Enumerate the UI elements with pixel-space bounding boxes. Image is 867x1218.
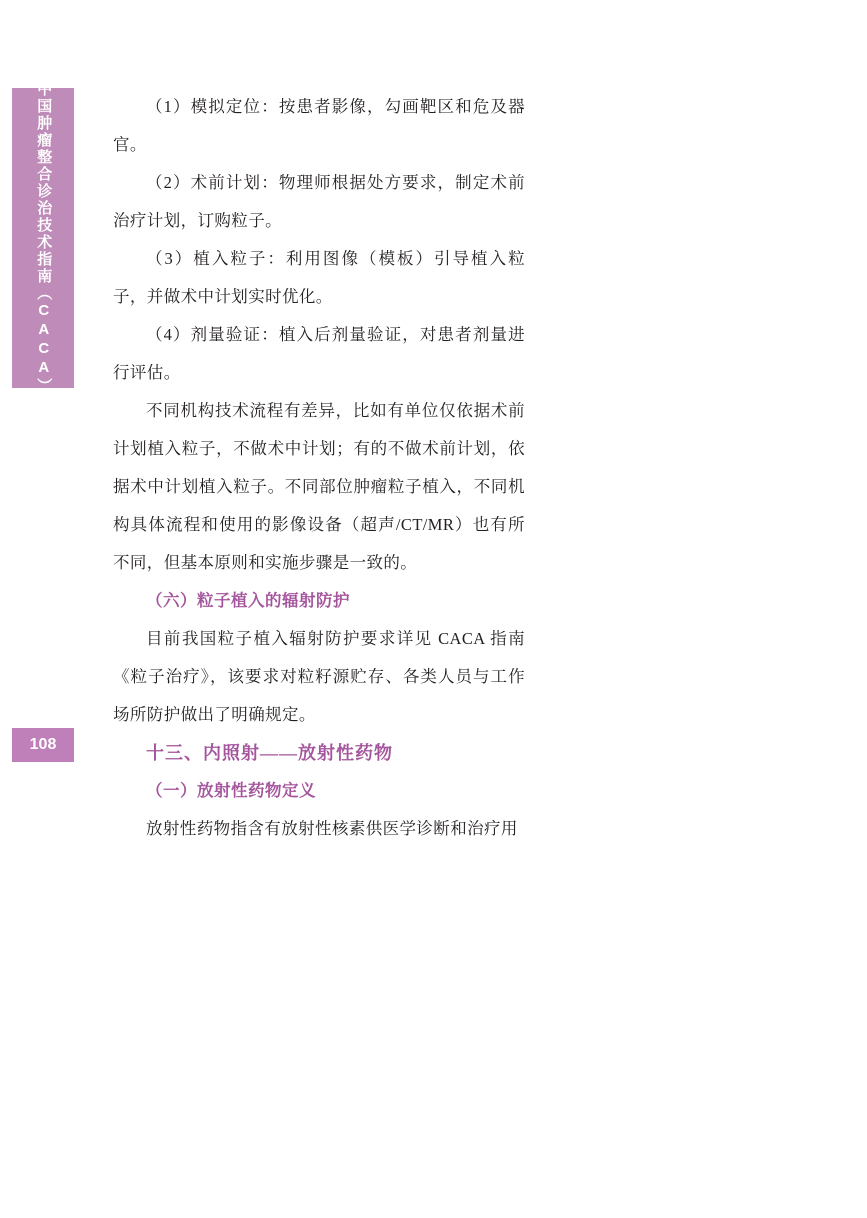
page-number-label: 108 [29, 736, 57, 753]
list-item: （3）植入粒子：利用图像（模板）引导植入粒子，并做术中计划实时优化。 [113, 249, 525, 306]
body-paragraph: 目前我国粒子植入辐射防护要求详见 CACA 指南《粒子治疗》，该要求对粒籽源贮存、各类人员与工作场所防护做出了明确规定。 [113, 629, 525, 724]
subsection-heading-six: （六）粒子植入的辐射防护 [146, 591, 350, 610]
side-tab-book-title [12, 81, 74, 395]
list-item: （1）模拟定位：按患者影像，勾画靶区和危及器官。 [113, 97, 525, 154]
body-paragraph: 放射性药物指含有放射性核素供医学诊断和治疗用 [146, 819, 518, 838]
side-tab-label: 中国肿瘤整合诊治技术指南（CACA） [35, 81, 53, 395]
body-paragraph: 不同机构技术流程有差异，比如有单位仅依据术前计划植入粒子，不做术中计划；有的不做术前计划，依据术中计划植入粒子。不同部位肿瘤粒子植入，不同机构具体流程和使用的影像设备（超声/CT/MR）也有所不同，但基本原则和实施步骤是一致的。 [113, 401, 525, 572]
subsection-heading-one: （一）放射性药物定义 [146, 781, 316, 800]
list-item: （4）剂量验证：植入后剂量验证，对患者剂量进行评估。 [113, 325, 525, 382]
page-number-badge [12, 728, 74, 762]
list-item: （2）术前计划：物理师根据处方要求，制定术前治疗计划，订购粒子。 [113, 173, 525, 230]
page-body [113, 88, 525, 848]
section-heading-thirteen: 十三、内照射——放射性药物 [146, 743, 393, 763]
